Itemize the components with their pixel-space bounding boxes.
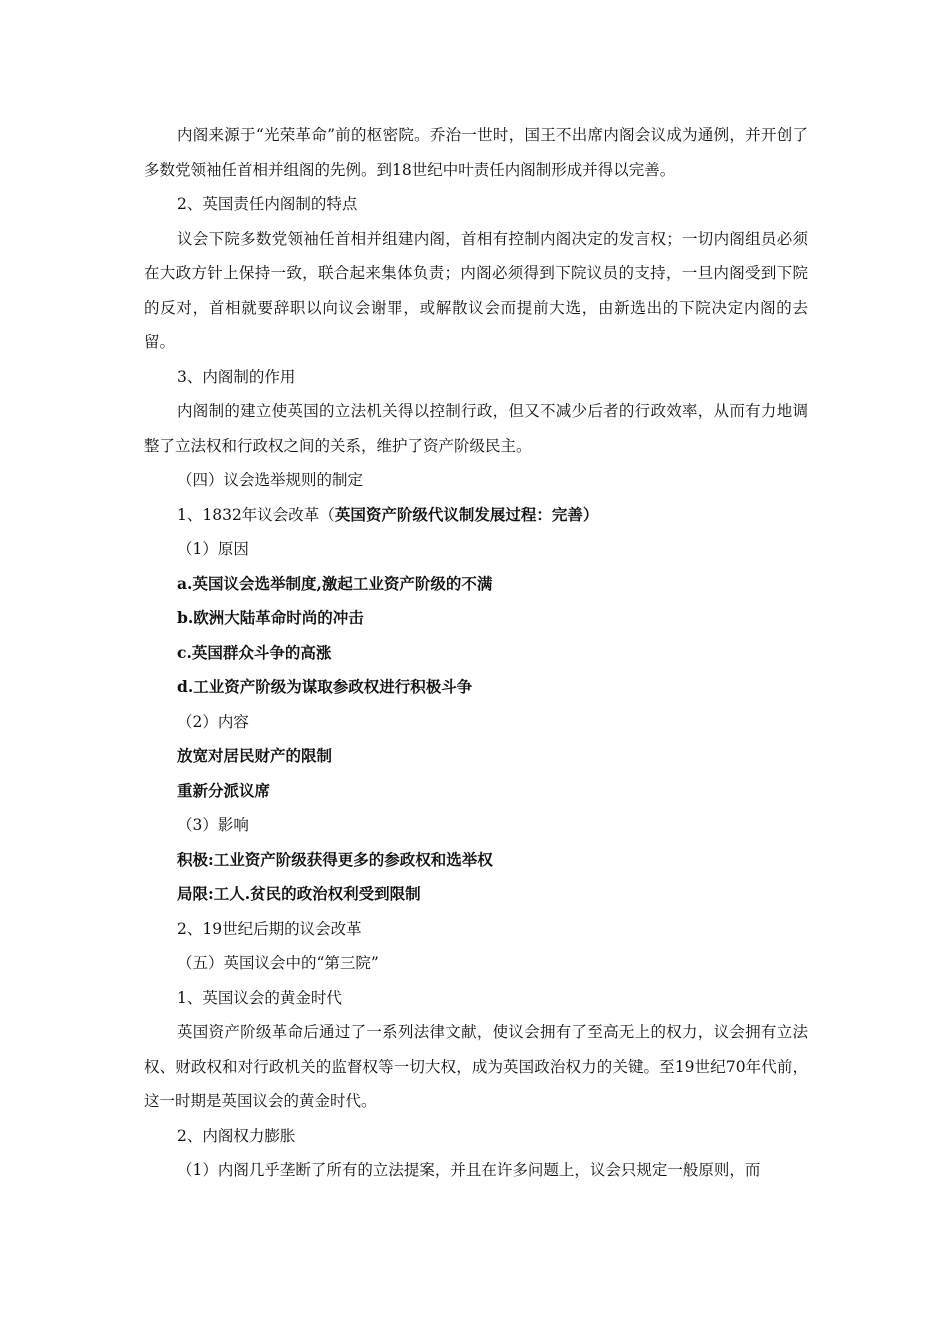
heading-cabinet-role: 3、内阁制的作用 (177, 367, 296, 386)
paragraph-cabinet-role: 内阁制的建立使英国的立法机关得以控制行政，但又不减少后者的行政效率，从而有力地调整了立法权和行政权之间的关系，维护了资产阶级民主。 (144, 402, 808, 455)
heading-golden-age: 1、英国议会的黄金时代 (177, 988, 342, 1007)
cause-item-b: b.欧洲大陆革命时尚的冲击 (177, 608, 364, 627)
heading-1832-reform-text: 1、1832年议会改革（ (177, 505, 335, 524)
heading-1832-reform-note: 英国资产阶级代议制发展过程：完善） (334, 504, 599, 524)
heading-cabinet-expansion: 2、内阁权力膨胀 (177, 1126, 296, 1145)
content-item-1: 放宽对居民财产的限制 (177, 746, 333, 765)
content-item-2: 重新分派议席 (177, 780, 271, 800)
paragraph-golden-age: 英国资产阶级革命后通过了一系列法律文献，使议会拥有了至高无上的权力，议会拥有立法权、财政权和对行政机关的监督权等一切大权，成为英国政治权力的关键。至19世纪70年代前，这一时期是英国议会的黄金时代。 (144, 1023, 808, 1110)
cause-item-a: a.英国议会选举制度,激起工业资产阶级的不满 (177, 573, 493, 593)
paragraph-cabinet-origin: 内阁来源于“光荣革命”前的枢密院。乔治一世时，国王不出席内阁会议成为通例，并开创了多数党领袖任首相并组阁的先例。到18世纪中叶责任内阁制形成并得以完善。 (144, 126, 808, 179)
heading-cabinet-features: 2、英国责任内阁制的特点 (177, 195, 358, 213)
document-page (144, 118, 808, 1188)
paragraph-cabinet-expansion: （1）内阁几乎垄断了所有的立法提案，并且在许多问题上，议会只规定一般原则，而 (177, 1161, 761, 1179)
cause-item-d: d.工业资产阶级为谋取参政权进行积极斗争 (177, 677, 473, 696)
subheading-causes: （1）原因 (177, 540, 249, 558)
impact-positive: 积极:工业资产阶级获得更多的参政权和选举权 (177, 849, 493, 869)
impact-limitation: 局限:工人.贫民的政治权利受到限制 (177, 884, 421, 903)
heading-later-reform: 2、19世纪后期的议会改革 (177, 919, 362, 938)
section-heading-election-rules: （四）议会选举规则的制定 (177, 471, 364, 489)
paragraph-cabinet-features: 议会下院多数党领袖任首相并组建内阁，首相有控制内阁决定的发言权；一切内阁组员必须在大政方针上保持一致，联合起来集体负责；内阁必须得到下院议员的支持，一旦内阁受到下院的反对，首相就要辞职以向议会谢罪，或解散议会而提前大选，由新选出的下院决定内阁的去留。 (144, 229, 808, 351)
cause-item-c: c.英国群众斗争的高涨 (177, 642, 332, 662)
subheading-impact: （3）影响 (177, 816, 249, 834)
section-heading-third-house: （五）英国议会中的“第三院” (177, 954, 379, 972)
heading-1832-reform (144, 498, 808, 533)
subheading-content: （2）内容 (177, 712, 249, 731)
